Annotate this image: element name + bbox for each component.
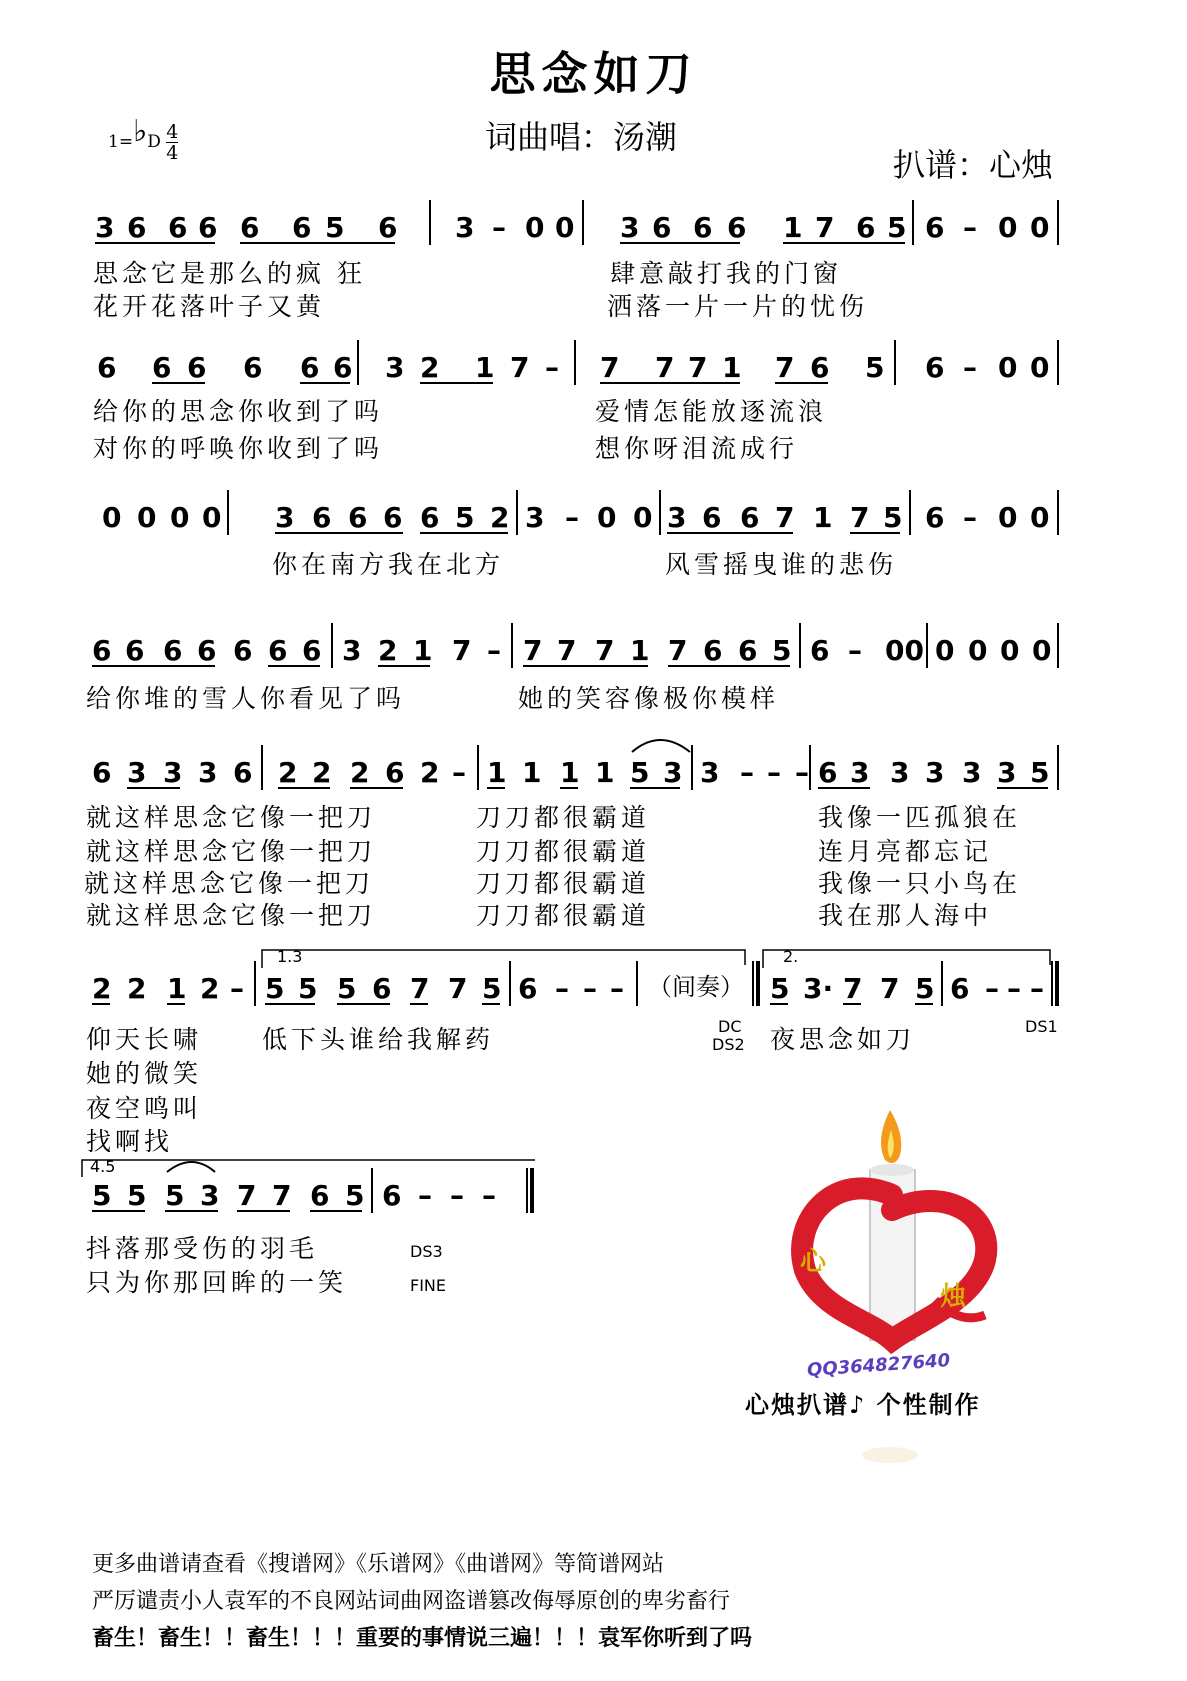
footer-line-3: 畜生！畜生！！畜生！！！重要的事情说三遍！！！袁军你听到了吗 — [92, 1626, 753, 1651]
svg-text:1: 1 — [167, 972, 187, 1005]
svg-text:6: 6 — [268, 634, 288, 667]
svg-text:6: 6 — [950, 972, 970, 1005]
svg-text:风雪摇曳谁的悲伤: 风雪摇曳谁的悲伤 — [665, 550, 898, 579]
svg-text:3: 3 — [525, 501, 545, 534]
svg-text:7: 7 — [880, 972, 900, 1005]
svg-text:6: 6 — [693, 211, 713, 244]
svg-text:–: – — [482, 1179, 496, 1212]
svg-text:6: 6 — [652, 211, 672, 244]
score-row-2 — [97, 340, 1058, 385]
svg-text:6: 6 — [738, 634, 758, 667]
svg-text:5: 5 — [883, 501, 903, 534]
svg-text:思念它是那么的疯 狂: 思念它是那么的疯 狂 — [93, 259, 366, 288]
svg-text:给你的思念你收到了吗: 给你的思念你收到了吗 — [93, 397, 384, 426]
time-bottom: 4 — [166, 142, 179, 164]
svg-text:7: 7 — [850, 501, 870, 534]
svg-text:6: 6 — [518, 972, 538, 1005]
svg-text:3: 3 — [127, 756, 147, 789]
key-note: D — [147, 132, 161, 152]
lyricist-composer-singer: 词曲唱：汤潮 — [485, 118, 678, 156]
svg-text:–: – — [963, 501, 977, 534]
svg-text:我像一只小鸟在: 我像一只小鸟在 — [818, 869, 1022, 898]
score-row-7 — [82, 1157, 535, 1213]
dc-mark: DC — [718, 1017, 742, 1036]
svg-text:6: 6 — [168, 211, 188, 244]
score-row-3 — [102, 490, 1058, 535]
svg-text:6: 6 — [198, 211, 218, 244]
svg-text:抖落那受伤的羽毛: 抖落那受伤的羽毛 — [86, 1234, 319, 1263]
svg-text:–: – — [985, 972, 999, 1005]
svg-text:6: 6 — [856, 211, 876, 244]
svg-text:我在那人海中: 我在那人海中 — [818, 901, 993, 930]
svg-text:3: 3 — [163, 756, 183, 789]
lyrics — [84, 259, 1021, 1297]
svg-text:5: 5 — [772, 634, 792, 667]
song-title: 思念如刀 — [489, 47, 698, 101]
svg-text:3: 3 — [342, 634, 362, 667]
svg-text:6: 6 — [810, 351, 830, 384]
svg-text:就这样思念它像一把刀: 就这样思念它像一把刀 — [86, 901, 377, 930]
ds3-mark: DS3 — [410, 1242, 443, 1261]
svg-text:1: 1 — [560, 756, 580, 789]
svg-text:7: 7 — [600, 351, 620, 384]
svg-text:6: 6 — [302, 634, 322, 667]
svg-text:–: – — [583, 972, 597, 1005]
svg-text:1: 1 — [813, 501, 833, 534]
svg-text:就这样思念它像一把刀: 就这样思念它像一把刀 — [86, 803, 377, 832]
svg-text:6: 6 — [383, 501, 403, 534]
svg-text:5: 5 — [915, 972, 935, 1005]
svg-text:7: 7 — [448, 972, 468, 1005]
footer-line-1: 更多曲谱请查看《搜谱网》《乐谱网》《曲谱网》等简谱网站 — [92, 1552, 665, 1577]
svg-text:6: 6 — [703, 634, 723, 667]
svg-text:3: 3 — [663, 756, 683, 789]
svg-text:3: 3 — [962, 756, 982, 789]
svg-text:6: 6 — [92, 756, 112, 789]
svg-text:–: – — [963, 351, 977, 384]
svg-text:6: 6 — [240, 211, 260, 244]
svg-text:6: 6 — [310, 1179, 330, 1212]
svg-text:肆意敲打我的门窗: 肆意敲打我的门窗 — [610, 259, 843, 288]
svg-text:5: 5 — [337, 972, 357, 1005]
svg-text:5: 5 — [455, 501, 475, 534]
volta-4-5: 4.5 — [90, 1157, 116, 1176]
ds1-mark: DS1 — [1025, 1017, 1058, 1036]
svg-text:3: 3 — [850, 756, 870, 789]
svg-text:–: – — [565, 501, 579, 534]
svg-text:6: 6 — [233, 634, 253, 667]
svg-text:0: 0 — [1032, 634, 1052, 667]
svg-text:给你堆的雪人你看见了吗: 给你堆的雪人你看见了吗 — [86, 684, 406, 713]
interlude-label: （间奏） — [648, 973, 744, 1001]
svg-text:只为你那回眸的一笑: 只为你那回眸的一笑 — [86, 1268, 348, 1297]
fine-mark: FINE — [410, 1276, 446, 1295]
svg-text:刀刀都很霸道: 刀刀都很霸道 — [476, 837, 651, 866]
svg-text:7: 7 — [843, 972, 863, 1005]
svg-text:0: 0 — [633, 501, 653, 534]
svg-text:找啊找: 找啊找 — [86, 1127, 174, 1156]
svg-text:6: 6 — [818, 756, 838, 789]
svg-text:5: 5 — [165, 1179, 185, 1212]
svg-text:7: 7 — [452, 634, 472, 667]
svg-text:–: – — [1030, 972, 1044, 1005]
svg-text:洒落一片一片的忧伤: 洒落一片一片的忧伤 — [607, 292, 869, 321]
svg-text:2: 2 — [127, 972, 147, 1005]
svg-text:6: 6 — [312, 501, 332, 534]
svg-text:连月亮都忘记: 连月亮都忘记 — [818, 837, 993, 866]
svg-text:2: 2 — [420, 756, 440, 789]
svg-text:2: 2 — [312, 756, 332, 789]
svg-text:0: 0 — [1030, 501, 1050, 534]
svg-text:3: 3 — [198, 756, 218, 789]
score-row-4 — [92, 623, 1058, 668]
qq-number: QQ364827640 — [806, 1350, 951, 1381]
svg-text:7: 7 — [775, 501, 795, 534]
svg-text:2: 2 — [420, 351, 440, 384]
svg-text:–: – — [795, 756, 809, 789]
svg-text:–: – — [492, 211, 506, 244]
svg-text:刀刀都很霸道: 刀刀都很霸道 — [476, 869, 651, 898]
svg-text:就这样思念它像一把刀: 就这样思念它像一把刀 — [86, 837, 377, 866]
svg-text:3: 3 — [997, 756, 1017, 789]
svg-text:–: – — [848, 634, 862, 667]
svg-text:1: 1 — [522, 756, 542, 789]
svg-text:7: 7 — [688, 351, 708, 384]
svg-text:2: 2 — [350, 756, 370, 789]
svg-text:0: 0 — [597, 501, 617, 534]
svg-text:7: 7 — [668, 634, 688, 667]
svg-text:6: 6 — [292, 211, 312, 244]
svg-text:5: 5 — [1030, 756, 1050, 789]
svg-text:1: 1 — [595, 756, 615, 789]
svg-text:0: 0 — [968, 634, 988, 667]
svg-text:3: 3 — [667, 501, 687, 534]
svg-text:6: 6 — [152, 351, 172, 384]
svg-text:6: 6 — [92, 634, 112, 667]
svg-text:–: – — [555, 972, 569, 1005]
logo-caption: 心烛扒谱♪ 个性制作 — [745, 1390, 981, 1419]
svg-text:你在南方我在北方: 你在南方我在北方 — [272, 550, 505, 579]
volta-1-3: 1.3 — [277, 947, 303, 966]
volta-2: 2. — [783, 947, 799, 966]
svg-text:–: – — [740, 756, 754, 789]
svg-text:6: 6 — [197, 634, 217, 667]
logo-char-1: 心 — [800, 1247, 827, 1277]
svg-text:6: 6 — [300, 351, 320, 384]
logo-char-2: 烛 — [940, 1282, 967, 1312]
svg-text:3: 3 — [455, 211, 475, 244]
svg-text:夜空鸣叫: 夜空鸣叫 — [86, 1094, 203, 1123]
transcriber-credit: 扒谱：心烛 — [893, 146, 1054, 184]
svg-text:–: – — [963, 211, 977, 244]
svg-text:5: 5 — [298, 972, 318, 1005]
svg-text:6: 6 — [125, 634, 145, 667]
svg-text:7: 7 — [775, 351, 795, 384]
svg-text:夜思念如刀: 夜思念如刀 — [770, 1025, 916, 1054]
ds2-mark: DS2 — [712, 1035, 745, 1054]
svg-text:6: 6 — [348, 501, 368, 534]
svg-text:1: 1 — [630, 634, 650, 667]
svg-text:2: 2 — [490, 501, 510, 534]
svg-text:刀刀都很霸道: 刀刀都很霸道 — [476, 901, 651, 930]
svg-text:6: 6 — [385, 756, 405, 789]
svg-text:5: 5 — [887, 211, 907, 244]
svg-text:0: 0 — [1030, 351, 1050, 384]
svg-text:6: 6 — [420, 501, 440, 534]
svg-text:0: 0 — [102, 501, 122, 534]
svg-text:00: 00 — [885, 634, 924, 667]
svg-text:0: 0 — [998, 351, 1018, 384]
svg-text:5: 5 — [630, 756, 650, 789]
svg-text:6: 6 — [702, 501, 722, 534]
svg-text:6: 6 — [97, 351, 117, 384]
svg-text:1: 1 — [487, 756, 507, 789]
svg-text:6: 6 — [925, 211, 945, 244]
svg-text:3: 3 — [385, 351, 405, 384]
svg-text:3: 3 — [275, 501, 295, 534]
svg-text:6: 6 — [810, 634, 830, 667]
svg-text:7: 7 — [655, 351, 675, 384]
svg-text:0: 0 — [1000, 634, 1020, 667]
svg-text:7: 7 — [557, 634, 577, 667]
svg-text:6: 6 — [378, 211, 398, 244]
svg-text:5: 5 — [482, 972, 502, 1005]
svg-text:3: 3 — [700, 756, 720, 789]
svg-text:6: 6 — [233, 756, 253, 789]
svg-text:3: 3 — [200, 1179, 220, 1212]
svg-text:3·: 3· — [803, 972, 834, 1005]
svg-text:5: 5 — [127, 1179, 147, 1212]
svg-text:低下头谁给我解药: 低下头谁给我解药 — [262, 1025, 495, 1054]
svg-text:0: 0 — [202, 501, 222, 534]
svg-text:0: 0 — [555, 211, 575, 244]
svg-text:3: 3 — [890, 756, 910, 789]
svg-text:6: 6 — [243, 351, 263, 384]
time-top: 4 — [166, 121, 179, 143]
svg-text:6: 6 — [727, 211, 747, 244]
svg-text:6: 6 — [163, 634, 183, 667]
svg-text:7: 7 — [815, 211, 835, 244]
svg-text:就这样思念它像一把刀: 就这样思念它像一把刀 — [84, 869, 375, 898]
svg-text:6: 6 — [925, 351, 945, 384]
svg-text:6: 6 — [382, 1179, 402, 1212]
svg-text:3: 3 — [925, 756, 945, 789]
flat-icon: ♭ — [133, 114, 148, 149]
svg-text:7: 7 — [272, 1179, 292, 1212]
svg-text:6: 6 — [372, 972, 392, 1005]
svg-text:6: 6 — [333, 351, 353, 384]
svg-text:0: 0 — [170, 501, 190, 534]
svg-text:0: 0 — [137, 501, 157, 534]
svg-text:我像一匹孤狼在: 我像一匹孤狼在 — [818, 803, 1022, 832]
svg-text:0: 0 — [998, 211, 1018, 244]
svg-text:6: 6 — [127, 211, 147, 244]
score-row-1 — [95, 200, 1058, 245]
svg-text:2: 2 — [378, 634, 398, 667]
svg-text:2: 2 — [278, 756, 298, 789]
svg-text:7: 7 — [510, 351, 530, 384]
svg-text:–: – — [767, 756, 781, 789]
svg-text:爱情怎能放逐流浪: 爱情怎能放逐流浪 — [595, 397, 828, 426]
footer-line-2: 严厉谴责小人袁军的不良网站词曲网盗谱篡改侮辱原创的卑劣畜行 — [92, 1589, 731, 1614]
svg-text:仰天长啸: 仰天长啸 — [86, 1025, 203, 1054]
svg-text:7: 7 — [523, 634, 543, 667]
svg-text:6: 6 — [187, 351, 207, 384]
svg-text:5: 5 — [92, 1179, 112, 1212]
svg-text:5: 5 — [865, 351, 885, 384]
key-prefix: 1= — [108, 132, 134, 152]
svg-text:6: 6 — [925, 501, 945, 534]
svg-text:0: 0 — [525, 211, 545, 244]
svg-text:1: 1 — [413, 634, 433, 667]
svg-text:–: – — [545, 351, 559, 384]
svg-text:3: 3 — [620, 211, 640, 244]
svg-text:–: – — [487, 634, 501, 667]
svg-text:对你的呼唤你收到了吗: 对你的呼唤你收到了吗 — [93, 434, 384, 463]
svg-text:花开花落叶子又黄: 花开花落叶子又黄 — [93, 292, 326, 321]
svg-text:–: – — [452, 756, 466, 789]
svg-text:–: – — [1007, 972, 1021, 1005]
svg-text:想你呀泪流成行: 想你呀泪流成行 — [595, 434, 799, 463]
svg-text:2: 2 — [92, 972, 112, 1005]
svg-text:7: 7 — [410, 972, 430, 1005]
svg-text:7: 7 — [595, 634, 615, 667]
svg-text:0: 0 — [935, 634, 955, 667]
svg-text:1: 1 — [475, 351, 495, 384]
svg-text:0: 0 — [1030, 211, 1050, 244]
svg-text:3: 3 — [95, 211, 115, 244]
svg-text:1: 1 — [783, 211, 803, 244]
svg-text:她的微笑: 她的微笑 — [86, 1059, 203, 1088]
score-row-5 — [92, 740, 1058, 790]
svg-text:刀刀都很霸道: 刀刀都很霸道 — [476, 803, 651, 832]
svg-text:她的笑容像极你模样: 她的笑容像极你模样 — [518, 684, 780, 713]
svg-text:5: 5 — [265, 972, 285, 1005]
svg-text:7: 7 — [237, 1179, 257, 1212]
svg-text:–: – — [610, 972, 624, 1005]
svg-text:0: 0 — [998, 501, 1018, 534]
svg-text:2: 2 — [200, 972, 220, 1005]
svg-text:5: 5 — [345, 1179, 365, 1212]
svg-text:–: – — [450, 1179, 464, 1212]
svg-text:5: 5 — [325, 211, 345, 244]
svg-text:5: 5 — [770, 972, 790, 1005]
svg-text:–: – — [230, 972, 244, 1005]
svg-text:6: 6 — [740, 501, 760, 534]
svg-text:1: 1 — [722, 351, 742, 384]
svg-text:–: – — [418, 1179, 432, 1212]
